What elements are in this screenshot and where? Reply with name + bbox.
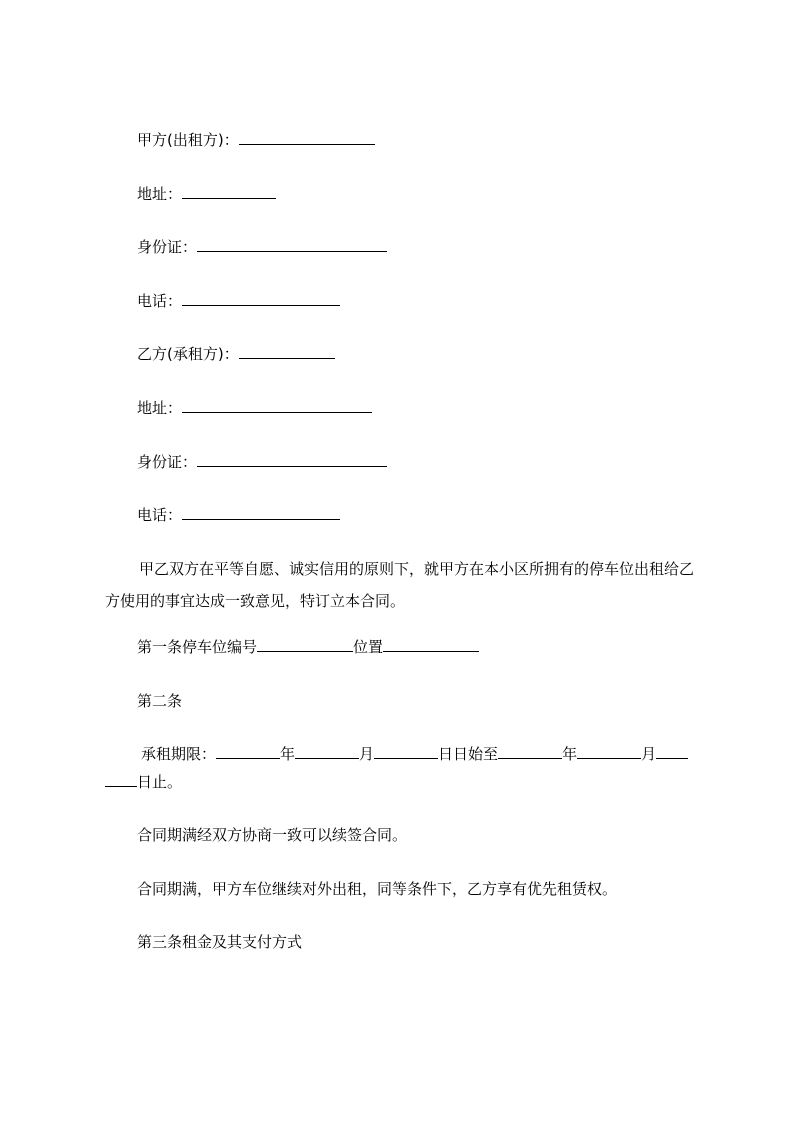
party-a-id-label: 身份证： bbox=[137, 238, 198, 256]
start-year-blank[interactable] bbox=[216, 744, 280, 759]
party-b-phone-blank[interactable] bbox=[182, 505, 340, 520]
party-a-phone-blank[interactable] bbox=[182, 291, 340, 306]
party-b-phone-line bbox=[137, 505, 340, 525]
renew-line: 合同期满经双方协商一致可以续签合同。 bbox=[137, 826, 408, 844]
party-b-address-line bbox=[137, 398, 372, 418]
party-b-id-line bbox=[137, 452, 387, 472]
end-text: 日止。 bbox=[137, 773, 183, 791]
party-a-blank[interactable] bbox=[239, 130, 375, 145]
party-a-address-line bbox=[137, 184, 276, 204]
term-label: 承租期限： bbox=[141, 745, 217, 763]
end-day-blank-part2[interactable] bbox=[105, 772, 137, 787]
intro-paragraph: 甲乙双方在平等自愿、诚实信用的原则下，就甲方在本小区所拥有的停车位出租给乙方使用的事宜达成一致意见，特订立本合同。 bbox=[105, 560, 695, 610]
article2-term-continuation bbox=[105, 772, 182, 792]
end-year-blank[interactable] bbox=[498, 744, 562, 759]
from-text: 日日始至 bbox=[438, 745, 499, 763]
party-b-address-blank[interactable] bbox=[182, 398, 372, 413]
article1-position-label: 位置 bbox=[353, 638, 384, 656]
party-b-label: 乙方(承租方)： bbox=[137, 345, 239, 363]
start-month-blank[interactable] bbox=[295, 744, 359, 759]
article2-title: 第二条 bbox=[137, 692, 183, 710]
article2-term-line bbox=[141, 744, 688, 764]
start-day-blank[interactable] bbox=[374, 744, 438, 759]
end-day-blank-part1[interactable] bbox=[656, 744, 688, 759]
party-a-address-blank[interactable] bbox=[182, 184, 276, 199]
party-b-address-label: 地址： bbox=[137, 399, 183, 417]
party-a-phone-line bbox=[137, 291, 340, 311]
space-number-blank[interactable] bbox=[257, 637, 353, 652]
end-month-unit: 月 bbox=[641, 745, 657, 763]
party-a-address-label: 地址： bbox=[137, 185, 183, 203]
article1-prefix: 第一条停车位编号 bbox=[137, 638, 258, 656]
party-a-phone-label: 电话： bbox=[137, 292, 183, 310]
space-position-blank[interactable] bbox=[383, 637, 479, 652]
article1-line bbox=[137, 637, 479, 657]
party-b-line bbox=[137, 344, 335, 364]
end-year-unit: 年 bbox=[562, 745, 578, 763]
party-a-label: 甲方(出租方)： bbox=[137, 131, 239, 149]
end-month-blank[interactable] bbox=[577, 744, 641, 759]
start-year-unit: 年 bbox=[280, 745, 296, 763]
party-b-blank[interactable] bbox=[239, 344, 335, 359]
party-a-line bbox=[137, 130, 375, 150]
party-b-phone-label: 电话： bbox=[137, 506, 183, 524]
party-b-id-label: 身份证： bbox=[137, 453, 198, 471]
start-month-unit: 月 bbox=[359, 745, 375, 763]
priority-line: 合同期满，甲方车位继续对外出租，同等条件下，乙方享有优先租赁权。 bbox=[137, 880, 618, 898]
party-a-id-line bbox=[137, 237, 387, 257]
article3-title: 第三条租金及其支付方式 bbox=[137, 933, 303, 951]
party-b-id-blank[interactable] bbox=[197, 452, 387, 467]
party-a-id-blank[interactable] bbox=[197, 237, 387, 252]
